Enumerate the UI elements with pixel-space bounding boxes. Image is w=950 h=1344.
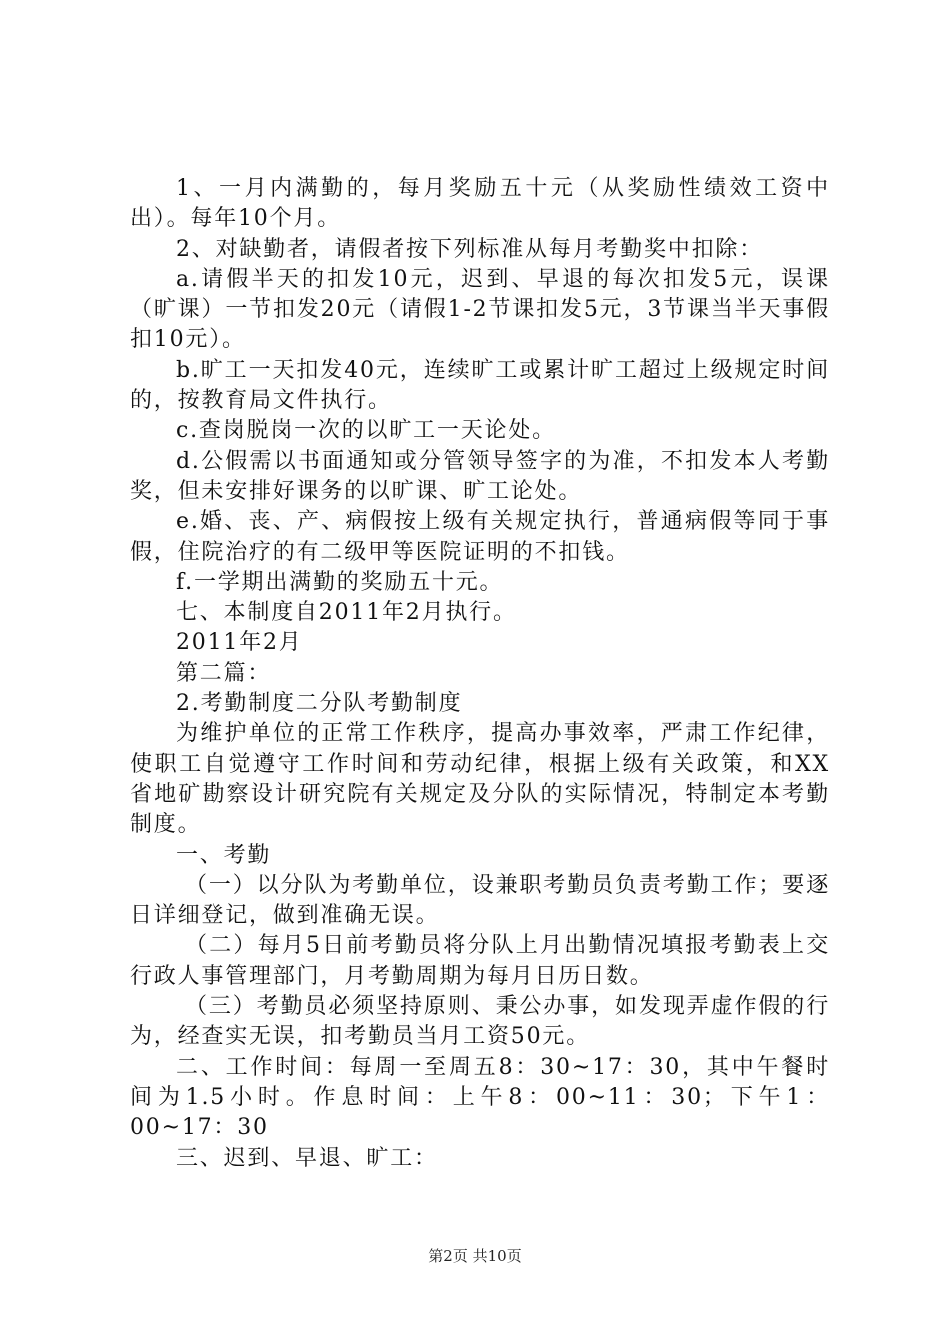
paragraph: （二）每月5日前考勤员将分队上月出勤情况填报考勤表上交行政人事管理部门，月考勤周期为每月日历日数。 bbox=[130, 933, 830, 989]
paragraph: 1、一月内满勤的，每月奖励五十元（从奖励性绩效工资中出）。每年10个月。 bbox=[130, 176, 830, 232]
paragraph: b.旷工一天扣发40元，连续旷工或累计旷工超过上级规定时间的，按教育局文件执行。 bbox=[130, 357, 830, 414]
paragraph: f.一学期出满勤的奖励五十元。 bbox=[176, 569, 504, 595]
section-heading: 一、考勤 bbox=[176, 842, 272, 868]
section-heading: 三、迟到、早退、旷工： bbox=[176, 1145, 438, 1171]
document-title: 2.考勤制度二分队考勤制度 bbox=[176, 691, 463, 717]
date-line: 2011年2月 bbox=[176, 630, 303, 656]
paragraph: a.请假半天的扣发10元，迟到、早退的每次扣发5元，误课（旷课）一节扣发20元（请假1-2节课扣发5元，3节课当半天事假扣10元）。 bbox=[130, 266, 830, 353]
paragraph: （三）考勤员必须坚持原则、秉公办事，如发现弄虚作假的行为，经查实无误，扣考勤员当月工资50元。 bbox=[130, 994, 830, 1050]
paragraph: 七、本制度自2011年2月执行。 bbox=[176, 600, 517, 626]
paragraph: c.查岗脱岗一次的以旷工一天论处。 bbox=[176, 418, 556, 444]
paragraph: 二、工作时间：每周一至周五8：30~17：30，其中午餐时间为1.5小时。作息时间：上午8：00~11：30；下午1：00~17：30 bbox=[130, 1054, 830, 1141]
document-body bbox=[130, 174, 830, 1174]
paragraph: （一）以分队为考勤单位，设兼职考勤员负责考勤工作；要逐日详细登记，做到准确无误。 bbox=[130, 872, 830, 929]
section-heading: 第二篇： bbox=[176, 660, 272, 686]
paragraph: 为维护单位的正常工作秩序，提高办事效率，严肃工作纪律，使职工自觉遵守工作时间和劳动纪律，根据上级有关政策，和XX省地矿勘察设计研究院有关规定及分队的实际情况，特制定本考勤制度。 bbox=[130, 721, 830, 838]
paragraph: e.婚、丧、产、病假按上级有关规定执行，普通病假等同于事假，住院治疗的有二级甲等医院证明的不扣钱。 bbox=[130, 509, 830, 565]
paragraph: 2、对缺勤者，请假者按下列标准从每月考勤奖中扣除： bbox=[176, 236, 763, 262]
paragraph: d.公假需以书面通知或分管领导签字的为准，不扣发本人考勤奖，但未安排好课务的以旷课、旷工论处。 bbox=[130, 448, 830, 504]
page-number-footer: 第2页 共10页 bbox=[428, 1247, 522, 1265]
